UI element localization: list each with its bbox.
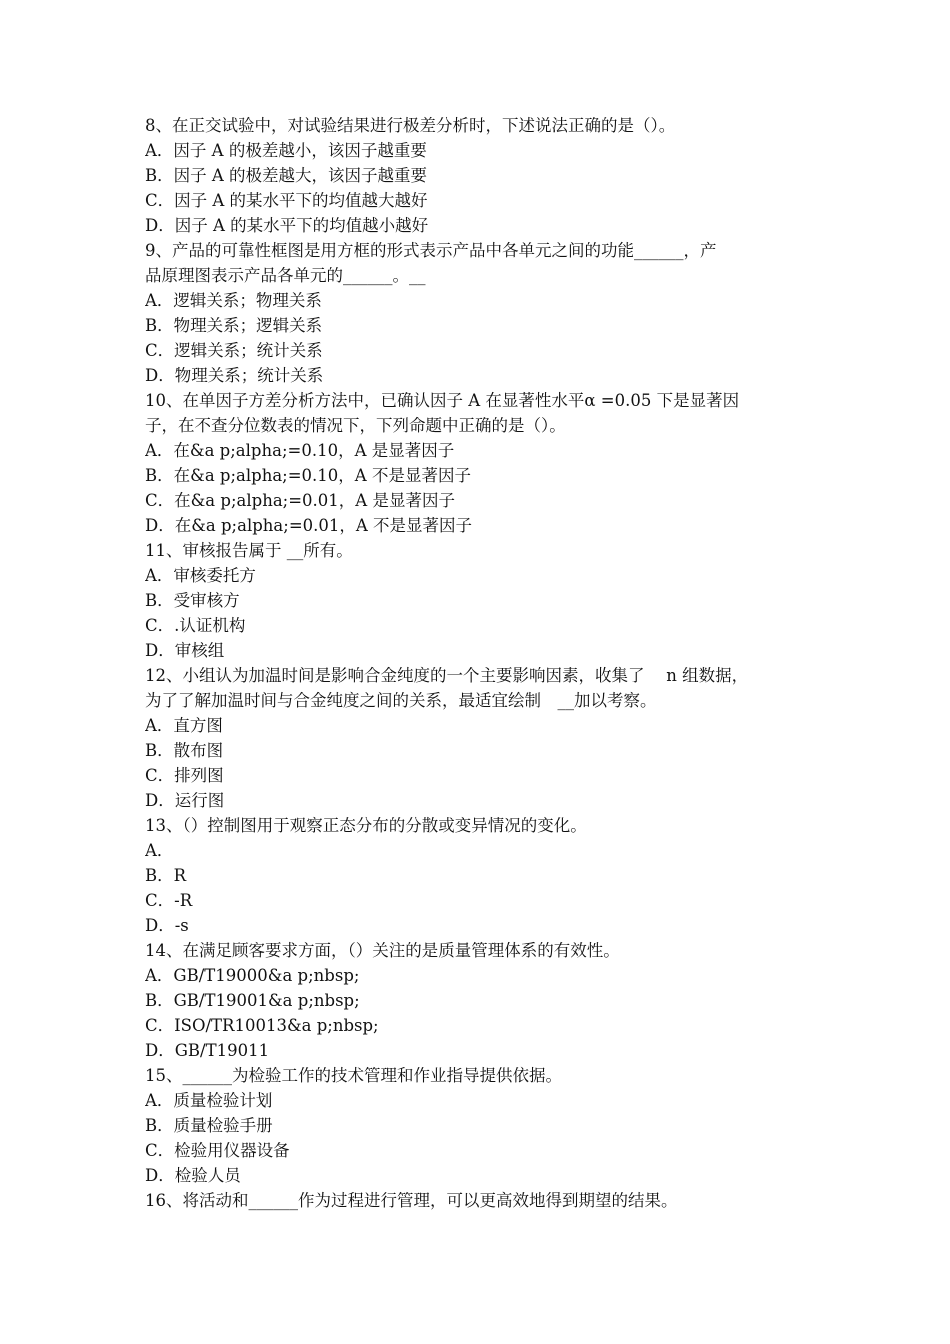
question-10-option-a: A．在&a p;alpha;=0.10，A 是显著因子 — [145, 441, 455, 460]
question-12-option-a: A．直方图 — [145, 716, 223, 735]
question-13-option-d: D．-s — [145, 916, 189, 935]
question-9-option-c: C．逻辑关系；统计关系 — [145, 341, 323, 360]
question-11-option-a: A．审核委托方 — [145, 566, 256, 585]
question-8-option-c: C．因子 A 的某水平下的均值越大越好 — [145, 191, 428, 210]
question-10-stem-line-1: 10、在单因子方差分析方法中，已确认因子 A 在显著性水平α =0.05 下是显著因 — [145, 391, 740, 410]
question-14-option-a: A．GB/T19000&a p;nbsp; — [145, 966, 360, 985]
question-10-option-b: B．在&a p;alpha;=0.10，A 不是显著因子 — [145, 466, 471, 485]
question-14-option-b: B．GB/T19001&a p;nbsp; — [145, 991, 360, 1010]
question-15-option-b: B．质量检验手册 — [145, 1116, 273, 1135]
question-16-stem: 16、将活动和______作为过程进行管理，可以更高效地得到期望的结果。 — [145, 1191, 678, 1210]
question-15-option-c: C．检验用仪器设备 — [145, 1141, 290, 1160]
question-9-stem-line-1: 9、产品的可靠性框图是用方框的形式表示产品中各单元之间的功能______，产 — [145, 241, 717, 260]
question-11-stem: 11、审核报告属于 __所有。 — [145, 541, 353, 560]
question-12-option-b: B．散布图 — [145, 741, 224, 760]
question-14-option-d: D．GB/T19011 — [145, 1041, 270, 1060]
question-10-stem-line-2: 子，在不查分位数表的情况下，下列命题中正确的是（）。 — [145, 416, 566, 435]
question-13-stem: 13、（）控制图用于观察正态分布的分散或变异情况的变化。 — [145, 816, 587, 835]
question-11-option-c: C．.认证机构 — [145, 616, 246, 635]
question-8-stem: 8、在正交试验中，对试验结果进行极差分析时，下述说法正确的是（）。 — [145, 116, 676, 135]
question-11-option-b: B．受审核方 — [145, 591, 240, 610]
question-15-option-a: A．质量检验计划 — [145, 1091, 273, 1110]
question-8-option-b: B．因子 A 的极差越大，该因子越重要 — [145, 166, 428, 185]
question-12-stem-line-1: 12、小组认为加温时间是影响合金纯度的一个主要影响因素，收集了 n 组数据， — [145, 666, 749, 685]
question-14-stem: 14、在满足顾客要求方面，（）关注的是质量管理体系的有效性。 — [145, 941, 620, 960]
question-8-option-d: D．因子 A 的某水平下的均值越小越好 — [145, 216, 429, 235]
question-13-option-b: B．R — [145, 866, 187, 885]
question-9-option-d: D．物理关系；统计关系 — [145, 366, 324, 385]
question-9-option-b: B．物理关系；逻辑关系 — [145, 316, 323, 335]
question-12-stem-line-2: 为了了解加温时间与合金纯度之间的关系，最适宜绘制 __加以考察。 — [145, 691, 657, 710]
question-11-option-d: D．审核组 — [145, 641, 225, 660]
question-12-option-d: D．运行图 — [145, 791, 225, 810]
question-15-option-d: D．检验人员 — [145, 1166, 241, 1185]
question-15-stem: 15、______为检验工作的技术管理和作业指导提供依据。 — [145, 1066, 562, 1085]
question-13-option-a: A． — [145, 841, 174, 860]
question-10-option-d: D．在&a p;alpha;=0.01，A 不是显著因子 — [145, 516, 473, 535]
question-9-option-a: A．逻辑关系；物理关系 — [145, 291, 322, 310]
question-12-option-c: C．排列图 — [145, 766, 224, 785]
question-13-option-c: C．-R — [145, 891, 193, 910]
document-body — [145, 113, 810, 1213]
question-8-option-a: A．因子 A 的极差越小，该因子越重要 — [145, 141, 427, 160]
question-9-stem-line-2: 品原理图表示产品各单元的______。__ — [145, 266, 426, 285]
question-10-option-c: C．在&a p;alpha;=0.01，A 是显著因子 — [145, 491, 455, 510]
question-14-option-c: C．ISO/TR10013&a p;nbsp; — [145, 1016, 379, 1035]
